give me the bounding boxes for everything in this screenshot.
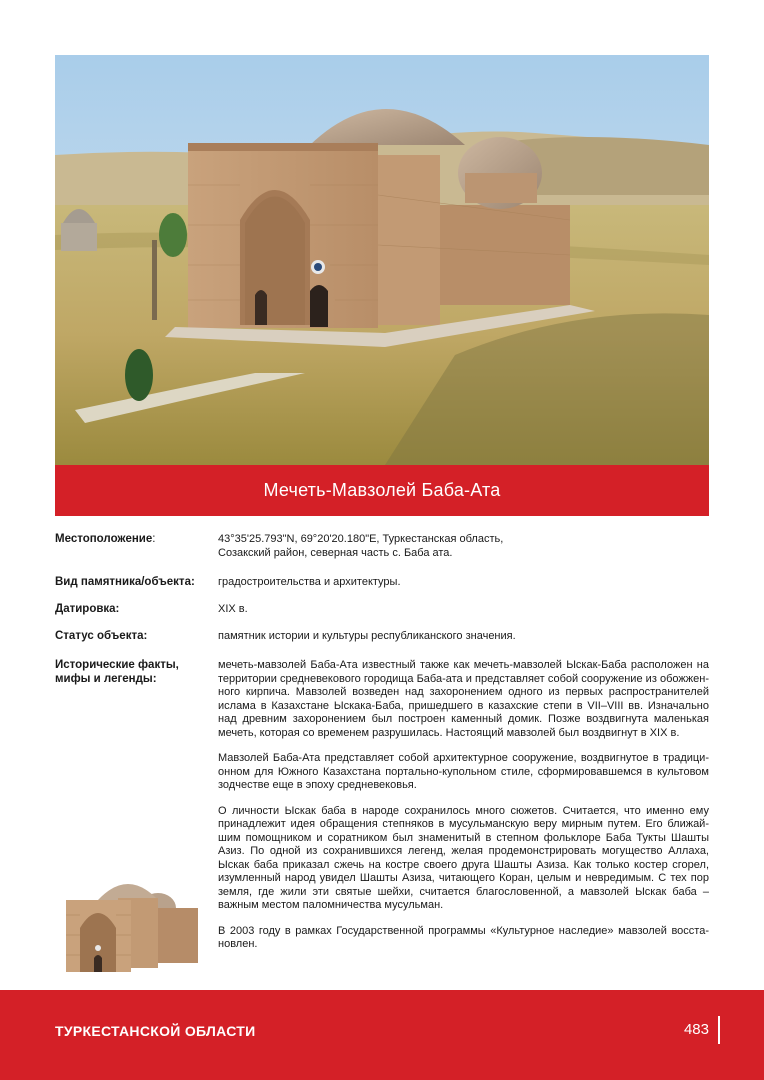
field-label: Датировка:: [55, 603, 120, 615]
field-value: памятник истории и культуры республиканского значения.: [218, 630, 516, 642]
field-label: Местоположение:: [55, 533, 156, 545]
footer-region-title: ТУРКЕСТАНСКОЙ ОБЛАСТИ: [55, 1023, 256, 1039]
field-label: Вид памятника/объекта:: [55, 576, 195, 588]
history-text: [218, 659, 709, 964]
field-value: 43°35'25.793"N, 69°20'20.180"E, Туркестанская область, Созакский район, северная часть с. Баба ата.: [218, 533, 504, 559]
mausoleum-thumbnail: [58, 870, 200, 980]
page-footer: [0, 990, 764, 1080]
history-paragraph: мечеть-мавзолей Баба-Ата известный также как мечеть-мавзолей Ыскак-Баба расположен на территории средневекового городища Баба-ата и представляет собой сооружение из обожжен-ного кирпича. Мавзолей возведен над захоронением одного из первых распространителей ислама в Казахстане Ыскака-Баба, пришедшего в казахские степи в VII–VIII вв. Изначально над древним захоронением был построен каменный домик. Позже воздвигнута маленькая мечеть, которая со временем разрушилась. Настоящий мавзолей был воздвигнут в XIX в.: [218, 659, 709, 739]
history-paragraph: О личности Ыскак баба в народе сохранилось много сюжетов. Считается, что именно ему принадлежит идея обращения степняков в мусульманскую веру мирным путем. Его ближай-шим помощником и соратником был знаменитый в степном фольклоре Баба Тукты Шашты Азиз. По одной из сохранившихся легенд, желая продемонстрировать могущество Аллаха, Ыскак баба приказал сжечь на костре своего друга Шашты Азиза. Как только костер сгорел, изумленный народ увидел Шашты Азиза, читающего Коран, целым и невредимым. С тех пор земля, где жили эти святые шейхи, считается благословенной, а мавзолей Ыскак баба – важным местом паломничества мусульман.: [218, 804, 709, 911]
page-title: Мечеть-Мавзолей Баба-Ата: [55, 465, 709, 516]
page-number: 483: [683, 1021, 709, 1038]
field-label: Исторические факты, мифы и легенды:: [55, 659, 179, 685]
field-label: Статус объекта:: [55, 630, 148, 642]
main-photo-mausoleum: [55, 55, 709, 465]
history-paragraph: В 2003 году в рамках Государственной программы «Культурное наследие» мавзолей восста-новлен.: [218, 924, 709, 950]
page-number-divider: [718, 1016, 720, 1044]
field-value: XIX в.: [218, 603, 248, 615]
history-paragraph: Мавзолей Баба-Ата представляет собой архитектурное сооружение, воздвигнутое в традици-онном для Южного Казахстана портально-купольном стиле, сформировавшемся в культовом зодчестве еще в эпоху средневековья.: [218, 752, 709, 791]
field-value: градостроительства и архитектуры.: [218, 576, 401, 588]
